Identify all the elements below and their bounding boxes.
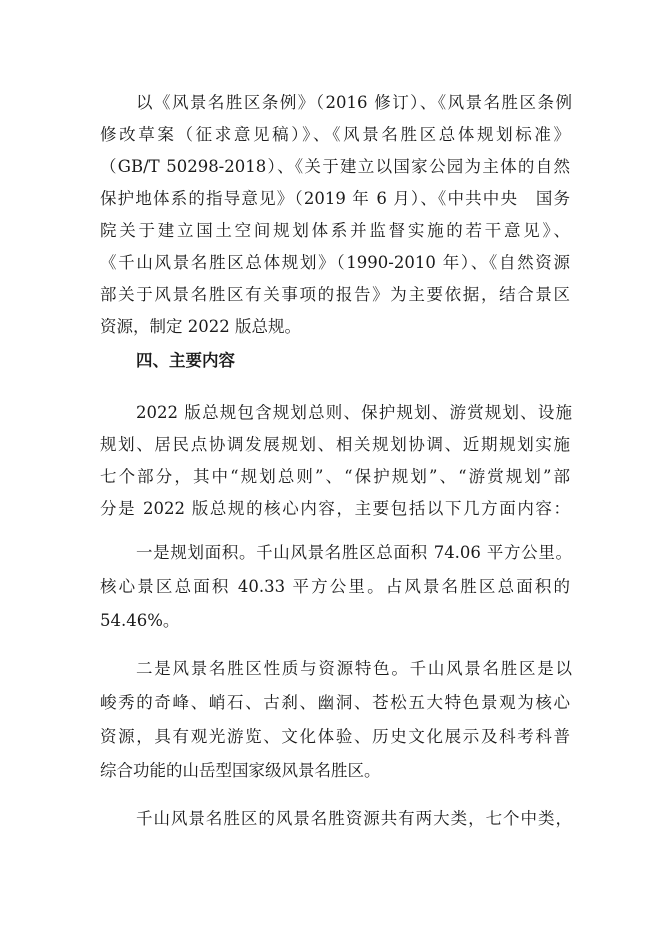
intro-line-8: 资源，制定 2022 版总规。 <box>100 317 301 336</box>
content-line-3: 七个部分，其中“规划总则”、“保护规划”、“游赏规划”部 <box>100 467 570 486</box>
item-two-line-2: 峻秀的奇峰、峭石、古刹、幽洞、苍松五大特色景观为核心 <box>100 693 570 712</box>
content-line-4: 分是 2022 版总规的核心内容，主要包括以下几方面内容： <box>100 499 570 518</box>
item-one-line-1: 一是规划面积。千山风景名胜区总面积 74.06 平方公里。 <box>136 543 572 562</box>
item-two-line-4: 综合功能的山岳型国家级风景名胜区。 <box>100 761 381 780</box>
intro-line-5: 院关于建立国土空间规划体系并监督实施的若干意见》、 <box>100 221 570 240</box>
item-one-line-3: 54.46%。 <box>100 611 180 630</box>
content-line-1: 2022 版总规包含规划总则、保护规划、游赏规划、设施 <box>136 403 572 422</box>
intro-line-1: 以《风景名胜区条例》（2016 修订）、《风景名胜区条例 <box>136 93 572 112</box>
item-one-line-2: 核心景区总面积 40.33 平方公里。占风景名胜区总面积的 <box>100 577 570 596</box>
item-two-line-3: 资源，具有观光游览、文化体验、历史文化展示及科考科普 <box>100 727 570 746</box>
intro-line-4: 保护地体系的指导意见》（2019 年 6 月）、《中共中央 国务 <box>100 189 570 208</box>
item-two-line-1: 二是风景名胜区性质与资源特色。千山风景名胜区是以 <box>136 659 572 678</box>
intro-line-2: 修改草案（征求意见稿）》、《风景名胜区总体规划标准》 <box>100 125 570 144</box>
content-line-2: 规划、居民点协调发展规划、相关规划协调、近期规划实施 <box>100 435 570 454</box>
resources-line-1: 千山风景名胜区的风景名胜资源共有两大类，七个中类， <box>136 809 572 828</box>
intro-line-7: 部关于风景名胜区有关事项的报告》为主要依据，结合景区 <box>100 285 570 304</box>
intro-line-3: （GB/T 50298-2018）、《关于建立以国家公园为主体的自然 <box>100 157 570 176</box>
intro-line-6: 《千山风景名胜区总体规划》（1990-2010 年）、《自然资源 <box>100 253 570 272</box>
section-heading: 四、主要内容 <box>136 351 235 370</box>
